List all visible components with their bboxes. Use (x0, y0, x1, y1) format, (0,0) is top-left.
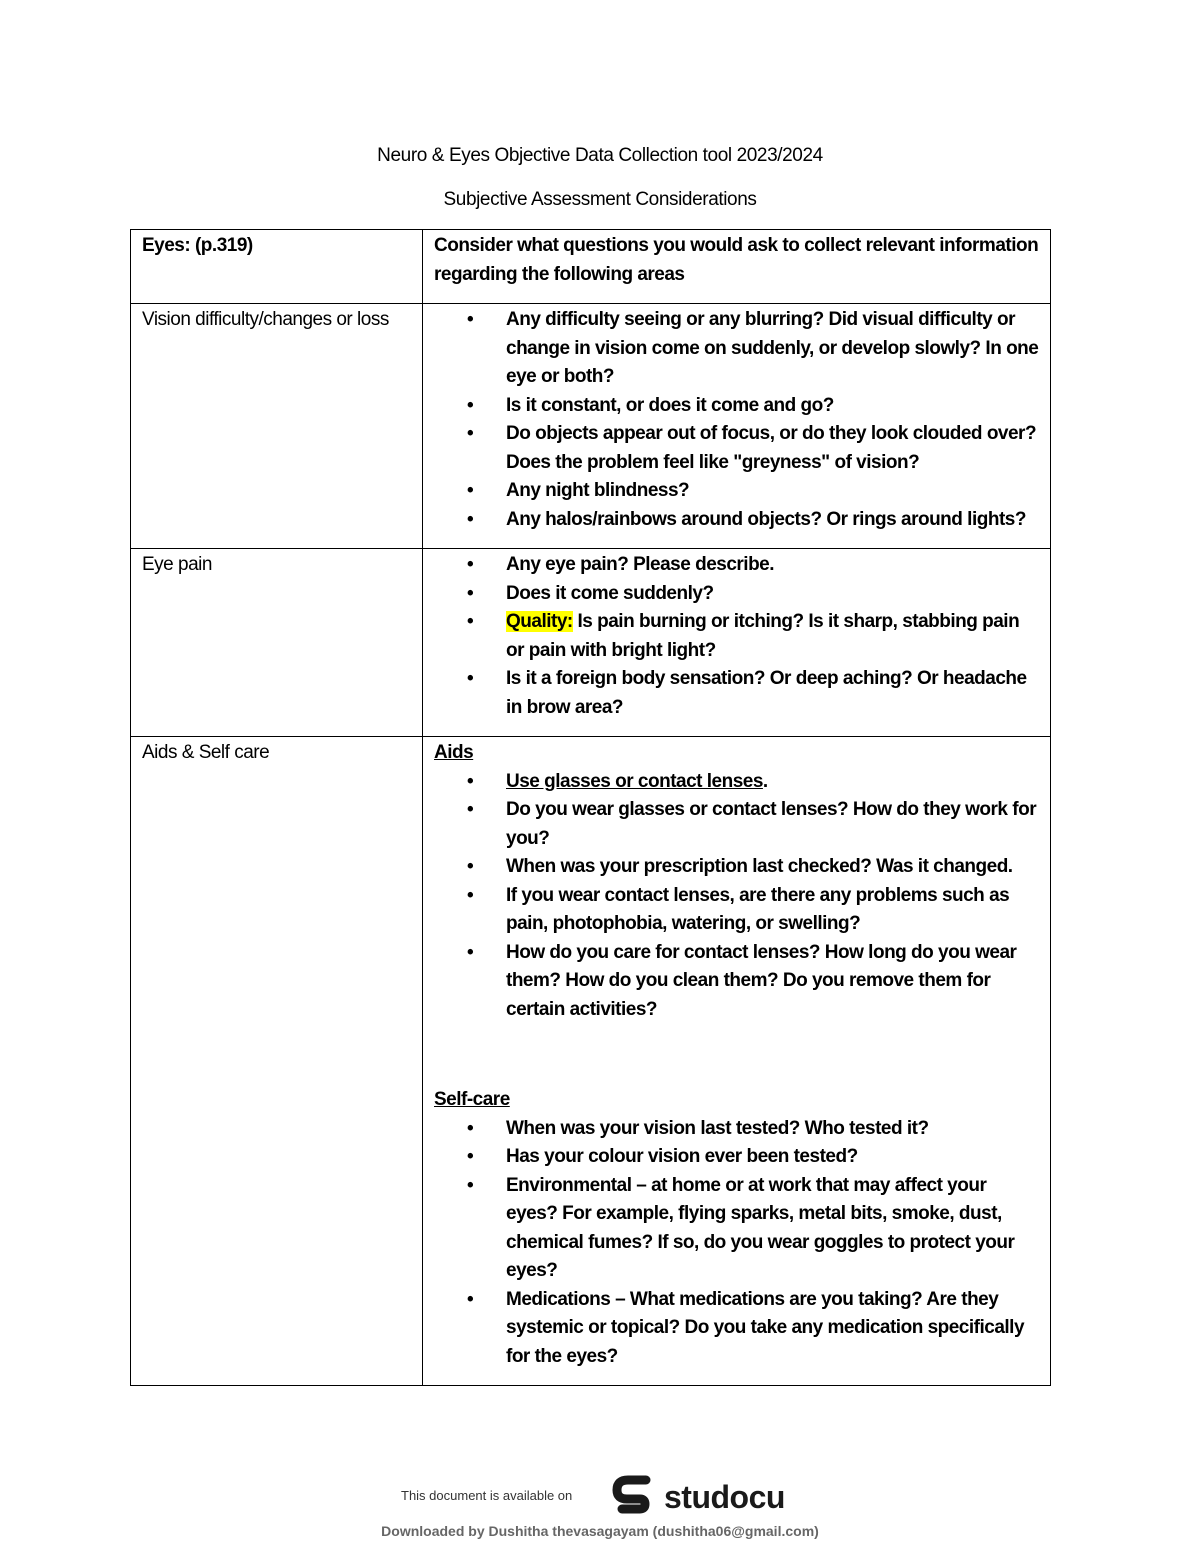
document-subtitle: Subjective Assessment Considerations (443, 189, 757, 210)
row-label: Eye pain (131, 549, 423, 737)
bullet-list (434, 306, 1040, 534)
self-care-list (434, 1115, 1040, 1372)
list-item: • Any night blindness? (434, 477, 1040, 506)
bullet-list (434, 551, 1040, 722)
table-header-row (131, 230, 1051, 304)
list-item: • When was your prescription last checked? Was it changed. (434, 853, 1040, 882)
list-item: • Any halos/rainbows around objects? Or rings around lights? (434, 506, 1040, 535)
table-row-vision (131, 304, 1051, 549)
downloaded-by-text: Downloaded by Dushitha thevasagayam (dushitha06@gmail.com) (381, 1523, 819, 1539)
header-cell-eyes: Eyes: (p.319) (131, 230, 423, 304)
quality-highlight: Quality: (506, 611, 573, 632)
environmental-label: Environmental (506, 1174, 632, 1196)
studocu-logo[interactable] (612, 1474, 785, 1520)
list-item: • Any difficulty seeing or any blurring? Did visual difficulty or change in vision come on suddenly, or develop slowly? In one eye or both? (434, 306, 1040, 392)
table-row-aids-self-care (131, 737, 1051, 1386)
list-item: • Any eye pain? Please describe. (434, 551, 1040, 580)
document-title: Neuro & Eyes Objective Data Collection tool 2023/2024 (377, 145, 823, 166)
list-item (434, 608, 1040, 665)
aids-first-suffix: . (762, 770, 768, 792)
available-on-text: This document is available on (401, 1488, 573, 1503)
list-item: • Is it constant, or does it come and go? (434, 392, 1040, 421)
medications-label: Medications (506, 1288, 611, 1310)
studocu-logo-icon (612, 1474, 658, 1520)
table-row-eye-pain (131, 549, 1051, 737)
row-content (423, 737, 1051, 1386)
assessment-table (130, 229, 1051, 1386)
header-cell-instructions: Consider what questions you would ask to collect relevant information regarding the following areas (423, 230, 1051, 304)
row-label: Vision difficulty/changes or loss (131, 304, 423, 549)
row-label: Aids & Self care (131, 737, 423, 1386)
list-item (434, 1286, 1040, 1372)
row-content (423, 549, 1051, 737)
studocu-brand: studocu (664, 1478, 785, 1515)
list-item: • Has your colour vision ever been tested? (434, 1143, 1040, 1172)
list-item: • Does it come suddenly? (434, 580, 1040, 609)
self-care-heading: Self-care (434, 1089, 510, 1110)
aids-heading: Aids (434, 742, 474, 763)
medications-text: – What medications are you taking? Are they systemic or topical? Do you take any medication specifically for the eyes? (506, 1288, 1025, 1367)
list-item (434, 1172, 1040, 1286)
environmental-text: – at home or at work that may affect your eyes? For example, flying sparks, metal bits, smoke, dust, chemical fumes? If so, do you wear goggles to protect your eyes? (506, 1174, 1015, 1281)
list-item: • When was your vision last tested? Who tested it? (434, 1115, 1040, 1144)
aids-first-underlined: Use glasses or contact lenses (506, 770, 763, 792)
aids-list (434, 768, 1040, 1025)
list-item: • Do objects appear out of focus, or do they look clouded over? Does the problem feel like "greyness" of vision? (434, 420, 1040, 477)
row-content (423, 304, 1051, 549)
list-item: • If you wear contact lenses, are there any problems such as pain, photophobia, watering, or swelling? (434, 882, 1040, 939)
list-item (434, 768, 1040, 797)
quality-text: Is pain burning or itching? Is it sharp, stabbing pain or pain with bright light? (506, 611, 1020, 661)
spacer (434, 1024, 1040, 1071)
list-item: • Do you wear glasses or contact lenses? How do they work for you? (434, 796, 1040, 853)
list-item: • How do you care for contact lenses? How long do you wear them? How do you clean them? Do you remove them for certain activities? (434, 939, 1040, 1025)
list-item: • Is it a foreign body sensation? Or deep aching? Or headache in brow area? (434, 665, 1040, 722)
